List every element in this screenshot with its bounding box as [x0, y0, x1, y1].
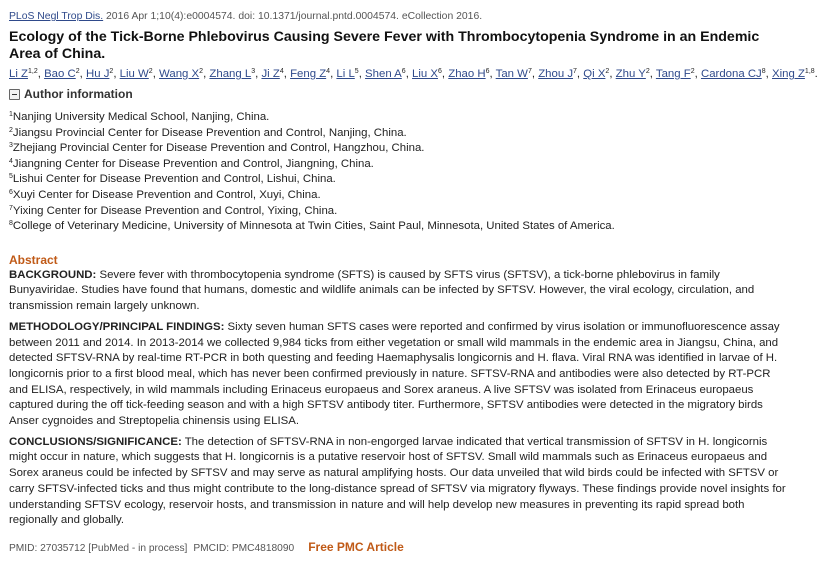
affiliation-number: 1	[9, 111, 13, 118]
abstract-methods	[9, 320, 792, 430]
affiliation-item	[9, 157, 792, 173]
conclusions-label: CONCLUSIONS/SIGNIFICANCE:	[9, 435, 182, 448]
author-separator: ,	[576, 68, 584, 80]
affiliation-number: 4	[9, 157, 13, 165]
author-separator: ,	[405, 68, 413, 80]
background-label: BACKGROUND:	[9, 268, 97, 281]
author-affiliation-sup: 2	[109, 68, 114, 75]
abstract-background	[9, 268, 792, 315]
author-link[interactable]: Ji Z	[261, 68, 280, 80]
affiliation-text: Jiangsu Provincial Center for Disease Prevention and Control, Nanjing, China.	[12, 126, 407, 139]
affiliation-number: 3	[9, 142, 13, 150]
collapse-minus-icon[interactable]	[9, 89, 20, 100]
affiliation-number: 5	[9, 173, 13, 181]
author-separator: ,	[37, 68, 45, 80]
affiliation-text: Nanjing University Medical School, Nanjing, China.	[12, 111, 270, 123]
author-affiliation-sup: 6	[438, 68, 442, 75]
author-affiliation-sup: 3	[251, 68, 256, 75]
author-affiliation-sup: 7	[527, 68, 532, 75]
author-link[interactable]: Qi X	[583, 68, 606, 80]
author-link[interactable]: Zhao H	[448, 68, 486, 80]
affiliation-item	[9, 188, 792, 204]
conclusions-text: The detection of SFTSV-RNA in non-engorged larvae indicated that vertical transmission of SFTSV in H. longicornis might occur in nature, which suggests that H. longicornis is a putative reservoir host of SFTSV. Small wild mammals such as Erinaceus europaeus and Sorex araneus could be infected by SFTSV and may serve as natural amplifying hosts. Our data unveiled that wild birds could be infected with SFTSV or carry SFTSV-infected ticks and thus might contribute to the long-distance spread of SFTSV via migratory flyways. These findings provide novel insights for understanding SFTSV ecology, reservoir hosts, and transmission in nature and will help develop new measures in preventing its rapid spread both regionally and globally.	[9, 435, 786, 527]
affiliation-item	[9, 126, 792, 142]
author-separator: ,	[330, 68, 337, 80]
affiliation-list	[9, 110, 792, 235]
citation-line	[9, 10, 792, 24]
author-link[interactable]: Xing Z	[772, 68, 805, 80]
affiliation-number: 2	[9, 126, 13, 134]
affiliation-text: Zhejiang Provincial Center for Disease Prevention and Control, Hangzhou, China.	[12, 142, 425, 155]
author-link[interactable]: Tan W	[495, 68, 528, 80]
affiliation-number: 6	[9, 188, 13, 196]
author-affiliation-sup: 2	[75, 68, 80, 75]
author-link[interactable]: Shen A	[365, 68, 402, 80]
author-link[interactable]: Bao C	[44, 68, 76, 80]
author-separator: ,	[358, 68, 366, 80]
author-affiliation-sup: 4	[326, 68, 331, 75]
abstract-heading: Abstract	[9, 252, 58, 267]
author-affiliation-sup: 4	[279, 68, 284, 75]
author-separator: ,	[765, 68, 772, 80]
author-affiliation-sup: 6	[401, 68, 406, 75]
methods-label: METHODOLOGY/PRINCIPAL FINDINGS:	[9, 320, 225, 333]
pmid-text: PMID: 27035712 [PubMed - in process]	[9, 543, 188, 554]
author-link[interactable]: Li Z	[9, 68, 28, 80]
author-information-label: Author information	[24, 87, 133, 101]
author-link[interactable]: Zhang L	[209, 68, 252, 80]
author-affiliation-sup: 5	[354, 68, 359, 75]
author-affiliation-sup: 2	[645, 68, 650, 75]
affiliation-item	[9, 141, 792, 157]
author-separator: ,	[441, 68, 449, 80]
affiliation-text: Jiangning Center for Disease Prevention and Control, Jiangning, China.	[12, 157, 374, 170]
author-link[interactable]: Tang F	[655, 68, 691, 80]
author-separator: ,	[255, 68, 262, 80]
author-separator: ,	[283, 68, 291, 80]
citation-details: 2016 Apr 1;10(4):e0004574. doi: 10.1371/journal.pntd.0004574. eCollection 2016.	[103, 11, 483, 22]
author-link[interactable]: Wang X	[159, 68, 200, 80]
author-link[interactable]: Cardona CJ	[700, 68, 762, 80]
author-separator: .	[814, 68, 818, 80]
author-list	[9, 67, 818, 82]
affiliation-text: Lishui Center for Disease Prevention and Control, Lishui, China.	[12, 173, 336, 186]
author-link[interactable]: Hu J	[86, 68, 110, 80]
author-affiliation-sup: 1,8	[804, 68, 815, 75]
author-affiliation-sup: 2	[199, 68, 204, 75]
author-link[interactable]: Feng Z	[290, 68, 327, 80]
author-link[interactable]: Zhou J	[538, 68, 574, 80]
author-information-toggle[interactable]	[9, 86, 792, 102]
author-affiliation-sup: 8	[761, 68, 766, 75]
pmcid-text: PMCID: PMC4818090	[193, 543, 295, 554]
affiliation-number: 7	[9, 204, 13, 212]
author-link[interactable]: Li L	[336, 68, 355, 80]
author-link[interactable]: Liu W	[119, 68, 149, 80]
author-affiliation-sup: 2	[605, 68, 610, 75]
author-link[interactable]: Zhu Y	[615, 68, 646, 80]
author-separator: ,	[694, 68, 701, 80]
free-pmc-article-link[interactable]: Free PMC Article	[308, 540, 404, 554]
author-separator: ,	[609, 68, 616, 80]
author-affiliation-sup: 2	[148, 68, 153, 75]
article-title: Ecology of the Tick-Borne Phlebovirus Causing Severe Fever with Thrombocytopenia Syndrome in an Endemic Area of China.	[9, 29, 760, 62]
author-separator: ,	[152, 68, 160, 80]
author-separator: ,	[531, 68, 539, 80]
author-separator: ,	[649, 68, 656, 80]
author-separator: ,	[79, 68, 86, 80]
affiliation-text: Yixing Center for Disease Prevention and Control, Yixing, China.	[12, 204, 338, 217]
affiliation-item	[9, 110, 792, 126]
affiliation-item	[9, 204, 792, 220]
background-text: Severe fever with thrombocytopenia syndrome (SFTS) is caused by SFTS virus (SFTSV), a tick-borne phlebovirus in family Bunyaviridae. Studies have found that humans, domestic and wildlife animals can be infected by SFTSV. However, the viral ecology, circulation, and transmission remain largely unknown.	[9, 268, 755, 313]
author-separator: ,	[203, 68, 210, 80]
author-affiliation-sup: 6	[485, 68, 490, 75]
affiliation-text: Xuyi Center for Disease Prevention and Control, Xuyi, China.	[12, 188, 321, 201]
affiliation-text: College of Veterinary Medicine, University of Minnesota at Twin Cities, Saint Paul, Minnesota, United States of America.	[12, 220, 615, 233]
author-link[interactable]: Liu X	[412, 68, 439, 80]
affiliation-item	[9, 172, 792, 188]
abstract-conclusions	[9, 435, 792, 529]
author-separator: ,	[489, 68, 496, 80]
affiliation-number: 8	[9, 220, 13, 228]
journal-link[interactable]: PLoS Negl Trop Dis.	[9, 11, 104, 22]
author-affiliation-sup: 1,2	[28, 68, 38, 75]
author-affiliation-sup: 7	[573, 68, 577, 75]
affiliation-item	[9, 219, 792, 235]
author-affiliation-sup: 2	[690, 68, 695, 75]
author-separator: ,	[113, 68, 120, 80]
methods-text: Sixty seven human SFTS cases were reported and confirmed by virus isolation or immunofluorescence assay between 2011 and 2014. In 2013-2014 we collected 9,984 ticks from either vegetation or small wild mammals in the endemic area in Jiangsu, China, and detected SFTSV-RNA by real-time RT-PCR in both questing and feeding Haemaphysalis longicornis and H. flava. Viral RNA was identified in larvae of H. longicornis prior to a first blood meal, which has never been confirmed previously in nature. SFTSV-RNA and antibodies were also detected by RT-PCR and ELISA, respectively, in wild mammals including Erinaceus europaeus and Sorex araneus. A live SFTSV was isolated from Erinaceus europaeus captured during the off tick-feeding season and with a high SFTSV antibody titer. Furthermore, SFTSV antibodies were detected in the migratory birds Anser cygnoides and Streptopelia chinensis using ELISA.	[9, 320, 780, 428]
article-footer	[9, 539, 792, 557]
